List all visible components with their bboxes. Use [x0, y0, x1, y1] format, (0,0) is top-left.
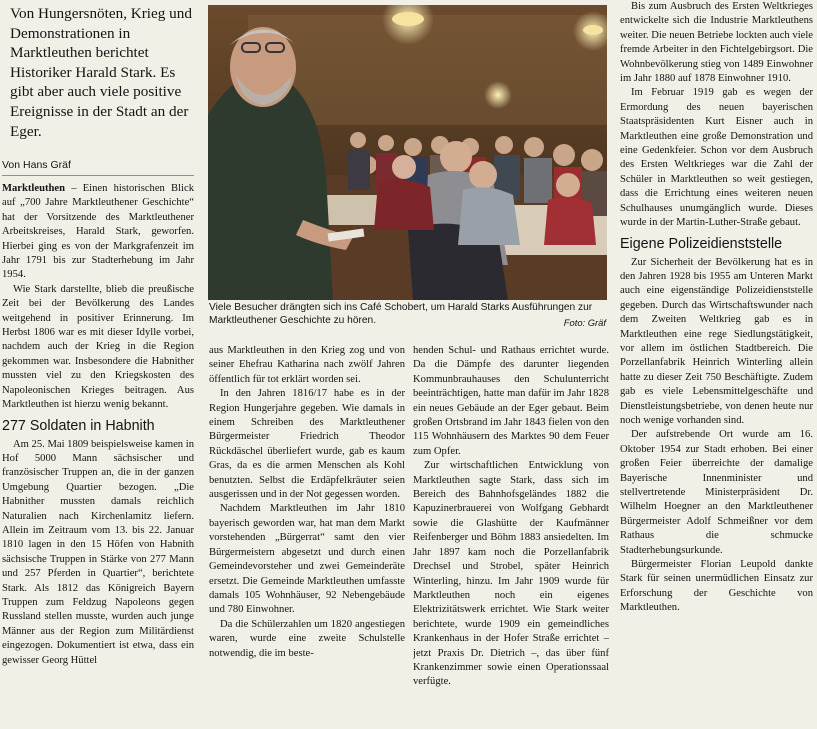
paragraph: Zur wirtschaftlichen Entwicklung von Marktleuthen sagte Stark, dass sich im Bereich des Bahnhofsgeländes 1882 die Kapuzinerbrauerei von Wolfgang Gebhardt sowie die Glashütte der Kaufmänner Reifenberger und Böhm 1883 ansiedelten. Im Jahr 1897 kam noch die Porzellanfabrik Drechsel und Strobel, später Heinrich Winterling, hinzu. Im Jahr 1909 wurde für Marktleuthen noch ein eigenes Elektrizitätswerk errichtet. Wie Stark weiter berichtete, wurde 1909 ein gemeindliches Krankenhaus in der Hofer Straße errichtet – jetzt Praxis Dr. Dietrich –, das über fünf Krankenzimmer sowie einen Operationssaal verfügte.	[413, 460, 609, 688]
paragraph: Da die Schülerzahlen um 1820 angestiegen waren, wurde eine zweite Schulstelle notwendig, die im beste-	[209, 618, 405, 659]
text-column-1	[2, 182, 194, 727]
paragraph: Im Februar 1919 gab es wegen der Ermordung des neuen bayerischen Staatspräsidenten Kurt Eisner auch in Marktleuthen eine große Demonstration und eine Gedenkfeier. Schon vor dem Ausbruch des Ersten Weltkrieges war die Zahl der Schüler in Marktleuthen so weit gestiegen, dass die Errichtung eines weiteren neuen Schulhauses unumgänglich wurde. Dieses wurde in der Martin-Luther-Straße gebaut.	[620, 87, 813, 229]
photo-caption	[209, 301, 608, 328]
paragraph: Bürgermeister Florian Leupold dankte Stark für seinen unermüdlichen Einsatz zur Erforschung der Geschichte von Marktleuthen.	[620, 559, 813, 614]
paragraph: henden Schul- und Rathaus errichtet wurde. Da die Dämpfe des darunter liegenden Kommunbrauhauses den Schulunterricht beeinträchtigen, hatte man dafür im Jahr 1828 ein neues Gebäude an der Eger gebaut. Beim großen Ortsbrand im Jahr 1843 fielen von den 115 Wohnhäusern des Marktes 90 dem Feuer zum Opfer.	[413, 345, 609, 457]
subheading-polizei: Eigene Polizeidienststelle	[620, 235, 783, 252]
text-column-3	[413, 344, 609, 728]
article-intro: Von Hungersnöten, Krieg und Demonstrationen in Marktleuthen berichtet Historiker Harald Stark. Es gibt aber auch viele positive Ereignisse in der Stadt an der Eger.	[10, 5, 192, 140]
subheading-soldaten: 277 Soldaten in Habnith	[2, 417, 155, 434]
article-photo	[208, 5, 607, 300]
paragraph: In den Jahren 1816/17 habe es in der Region Hungerjahre gegeben. Wie damals in einem Schreiben des Marktleuthener Bürgermeister Friedrich Theodor Rückdäschel überliefert wurde, gab es kaum Gras, da es die armen Menschen als Kohl benutzten. Selbst die Erdäpfelkräuter seien ausgerissen und in der Not gegessen worden.	[209, 388, 405, 501]
paragraph: Der aufstrebende Ort wurde am 16. Oktober 1954 zur Stadt erhoben. Bei einer großen Feier überreichte der damalige Bayerische Innenminister und stellvertretende Ministerpräsident Dr. Wilhelm Hoegner an den Marktleuthener Bürgermeister Adolf Schmeißner vor dem Rathaus die schmucke Stadterhebungsurkunde.	[620, 429, 813, 556]
paragraph: aus Marktleuthen in den Krieg zog und von seiner Ehefrau Katharina nach zwölf Jahren öffentlich für tot erklärt worden sei.	[209, 345, 405, 385]
cafe-audience-photo	[208, 5, 607, 300]
photo-credit: Foto: Gräf	[563, 317, 606, 328]
author-divider	[2, 175, 194, 176]
paragraph: Zur Sicherheit der Bevölkerung hat es in den Jahren 1928 bis 1955 am Unteren Markt auch eine eigenständige Polizeidienststelle gegeben. Durch das Wirtschaftswunder nach dem Zweiten Weltkrieg gab es in Marktleuthen eine rege Siedlungstätigkeit, vor allem im östlichen Stadtbereich. Die Porzellanfabrik Heinrich Winterling allein hatte zu dieser Zeit 750 Beschäftigte. Zudem gab es viele Lebensmittelgeschäfte und Dienstleistungsbetriebe, von denen heute nur noch wenige vorhanden sind.	[620, 256, 813, 426]
author-line: Von Hans Gräf	[2, 159, 71, 171]
text-column-4	[620, 0, 813, 729]
dateline: Marktleuthen	[2, 183, 65, 194]
paragraph	[2, 182, 194, 283]
paragraph: Nachdem Marktleuthen im Jahr 1810 bayerisch geworden war, hat man dem Markt vorstehenden „Bürgerrat“ samt den vier Bürgermeistern abgesetzt und durch einen Gemeindevorsteher und zwei Gemeinderäte ersetzt. Die Gemeinde Marktleuthen umfasste damals 105 Wohnhäuser, 92 Nebengebäude und 780 Einwohner.	[209, 503, 405, 616]
text-column-2	[209, 344, 405, 728]
paragraph: Am 25. Mai 1809 beispielsweise kamen in Hof 5000 Mann sächsischer und französischer Truppen an, die in der ganzen Umgebung Quartier bezogen. „Die Habnither mussten damals reichlich Naturalien nach Kirchenlamitz liefern. Allein im Zeitraum vom 13. bis 22. Januar 1810 lagen in den 15 Höfen von Habnith sächsische Truppen in Stärke von 277 Mann und 257 Pferden in Quartier“, berichtete Stark. Als 1812 das Königreich Bayern Truppen zum Feldzug Napoleons gegen Russland stellen musste, wurden auch junge Männer aus der Region zum Militärdienst eingezogen. Dokumentiert ist etwa, dass ein gewisser Georg Hüttel	[2, 438, 194, 666]
paragraph: Wie Stark darstellte, blieb die preußische Zeit bei der Bevölkerung des Landes weitgehend in positiver Erinnerung. Im Herbst 1806 war es mit dieser Idylle vorbei, nachdem auch der Krieg in die Region gekommen war. Insbesondere die Habnither mussten viel zu den Kriegskosten des Napoleonischen Krieges beitragen. Aus Marktleuthen ist hierzu wenig bekannt.	[2, 283, 194, 411]
caption-text: Viele Besucher drängten sich ins Café Schobert, um Harald Starks Ausführungen zur Marktleuthener Geschichte zu hören.	[209, 302, 593, 327]
paragraph: Bis zum Ausbruch des Ersten Weltkrieges entwickelte sich die Industrie Marktleuthens weiter. Die neuen Betriebe lockten auch viele fremde Arbeiter in den Fichtelgebirgsort. Die Wohnbevölkerung stieg von 1489 Einwohner im Jahr 1880 auf 1878 Einwohner 1910.	[620, 1, 813, 85]
paragraph-text: – Einen historischen Blick auf „700 Jahre Marktleuthener Geschichte“ hat der Vorsitzende des Marktleuthener Arbeitskreises, Harald Stark, geworfen. Hierbei ging es von der Markgrafenzeit im Jahr 1791 bis zur Stadterhebung im Jahr 1954.	[2, 183, 194, 281]
